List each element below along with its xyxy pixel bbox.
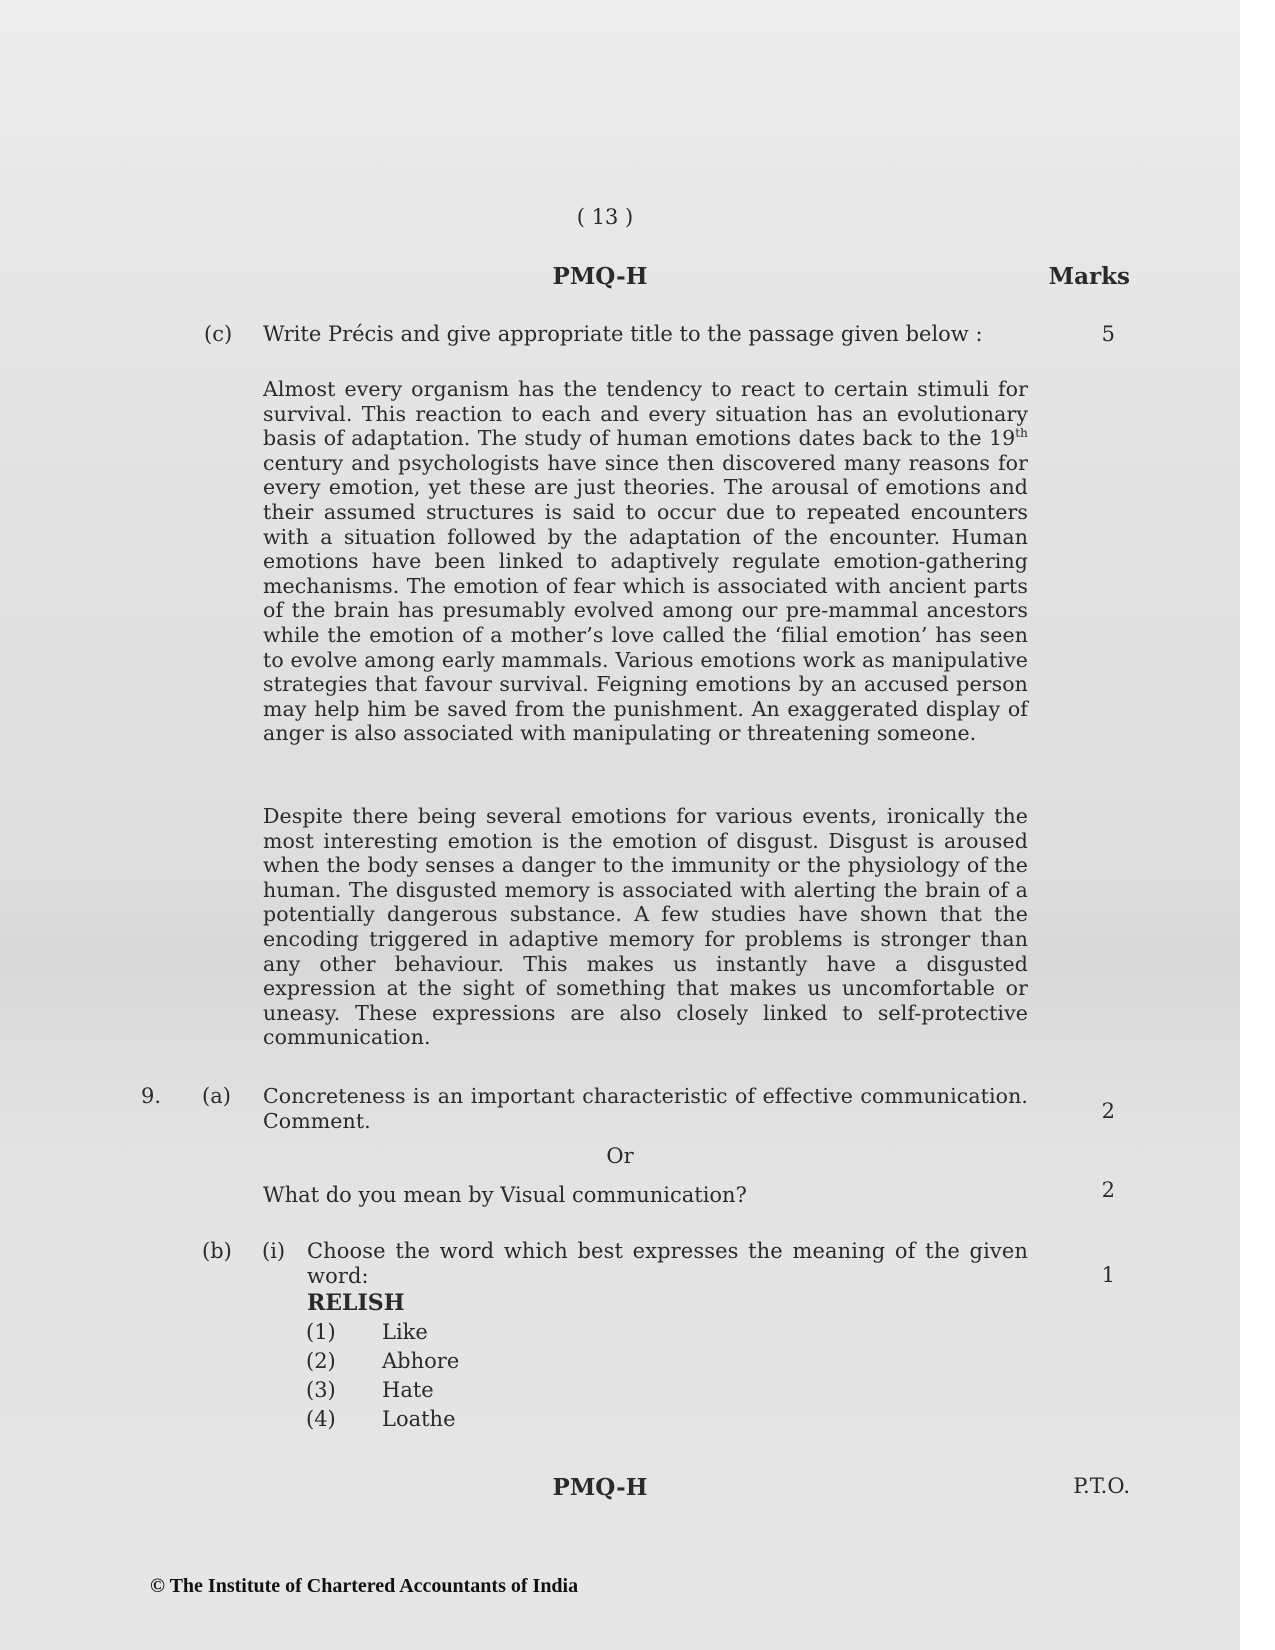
option-text: Hate [382, 1378, 434, 1402]
given-word: RELISH [307, 1290, 405, 1316]
q9a-alternative-text: What do you mean by Visual communication? [263, 1183, 747, 1207]
q9b-i-text: Choose the word which best expresses the meaning of the given word: [307, 1239, 1028, 1288]
please-turn-over: P.T.O. [1073, 1474, 1130, 1498]
option-number: (2) [306, 1349, 336, 1373]
copyright-notice: © The Institute of Chartered Accountants of India [150, 1575, 579, 1597]
option-text: Abhore [382, 1349, 460, 1373]
q8c-marks: 5 [1101, 322, 1115, 346]
passage-paragraph-2: Despite there being several emotions for various events, ironically the most interesting emotion is the emotion of disgust. Disgust is aroused when the body senses a danger to the immunity or the physiology of the human. The disgusted memory is associated with alerting the brain of a potentially dangerous substance. A few studies have shown that the encoding triggered in adaptive memory for problems is stronger than any other behaviour. This makes us instantly have a disgusted expression at the sight of something that makes us uncomfortable or uneasy. These expressions are also closely linked to self-protective communication. [263, 804, 1028, 1050]
q9-number: 9. [141, 1084, 162, 1108]
option-item [306, 1378, 434, 1402]
q9a-marks: 2 [1101, 1099, 1115, 1123]
option-text: Loathe [382, 1407, 456, 1431]
q8c-instruction: Write Précis and give appropriate title to the passage given below : [263, 322, 983, 346]
option-item [306, 1349, 459, 1373]
option-number: (4) [306, 1407, 336, 1431]
page-number: ( 13 ) [576, 205, 634, 229]
passage-paragraph-1-part-a: Almost every organism has the tendency to react to certain stimuli for survival. This reaction to each and every situation has an evolutionary basis of adaptation. The study of human emotions dates back to the [263, 377, 1028, 451]
option-number: (1) [306, 1320, 336, 1344]
q9a-alternative-marks: 2 [1101, 1178, 1115, 1202]
q9b-i-label: (i) [262, 1239, 286, 1263]
marks-column-heading: Marks [1048, 263, 1130, 290]
century-number: 19 [988, 426, 1016, 451]
century-superscript: th [1015, 426, 1028, 441]
q9b-i-marks: 1 [1101, 1263, 1115, 1287]
paper-code-footer: PMQ-H [552, 1474, 648, 1501]
passage-paragraph-1-part-b: century and psychologists have since then discovered many reasons for every emotion, yet these are just theories. The arousal of emotions and their assumed structures is said to occur due to repeated encounters with a situation followed by the adaptation of the encounter. Human emotions have been linked to adaptively regulate emotion-gathering mechanisms. The emotion of fear which is associated with ancient parts of the brain has presumably evolved among our pre-mammal ancestors while the emotion of a mother’s love called the ‘filial emotion’ has seen to evolve among early mammals. Various emotions work as manipulative strategies that favour survival. Feigning emotions by an accused person may help him be saved from the punishment. An exaggerated display of anger is also associated with manipulating or threatening someone. [263, 450, 1028, 746]
option-number: (3) [306, 1378, 336, 1402]
paper-code-header: PMQ-H [552, 263, 648, 290]
passage-paragraph-1 [263, 377, 1028, 746]
q9a-text: Concreteness is an important characteristic of effective communication. Comment. [263, 1084, 1028, 1133]
q8c-label: (c) [204, 322, 233, 346]
or-separator: Or [606, 1144, 634, 1168]
q9a-label: (a) [202, 1084, 231, 1108]
option-text: Like [382, 1320, 428, 1344]
option-item [306, 1407, 456, 1431]
option-item [306, 1320, 428, 1344]
q9b-label: (b) [202, 1239, 232, 1263]
